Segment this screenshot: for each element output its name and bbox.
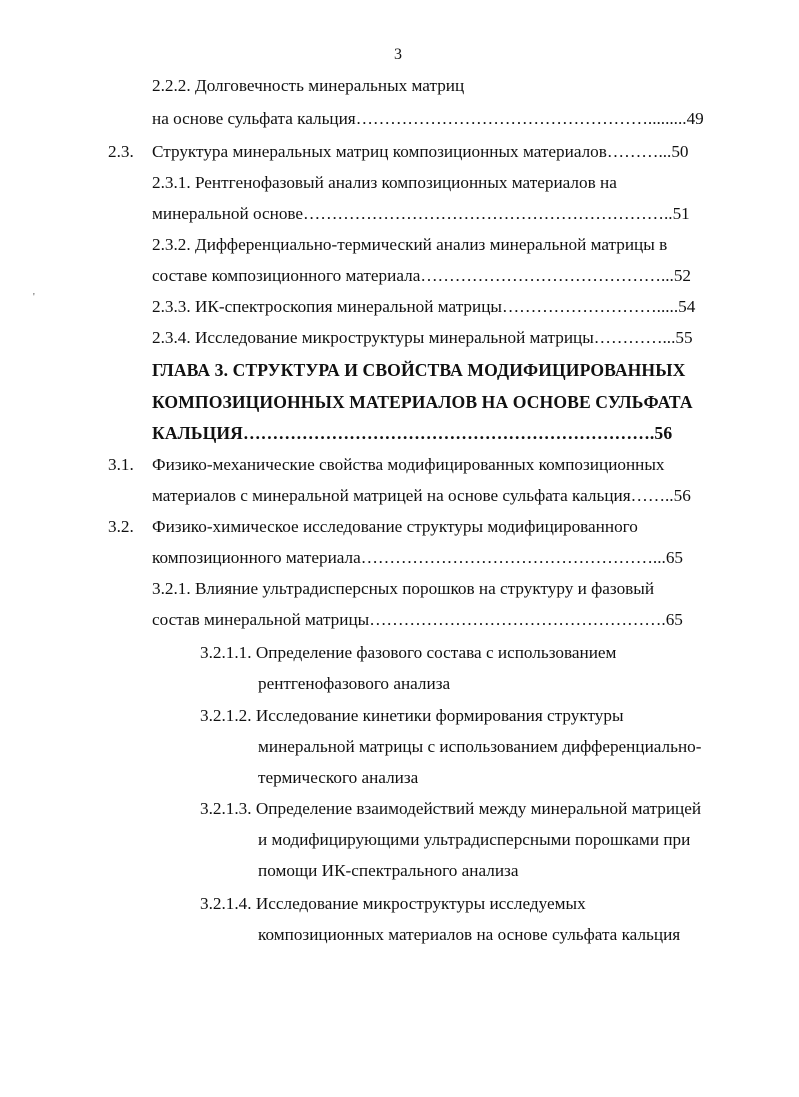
toc-number-2-3: 2.3. [108,142,134,161]
toc-entry-3-2-1-1: 3.2.1.1. Определение фазового состава с использованием [200,643,617,662]
toc-entry-3-2-1-2-cont-2: термического анализа [258,768,419,787]
toc-entry-3-2-1-1-cont: рентгенофазового анализа [258,674,451,693]
toc-entry-3-1: Физико-механические свойства модифицированных композиционных [152,455,665,474]
toc-entry-3-2-cont: композиционного материала……………………………………………...65 [152,548,684,567]
page-number: 3 [394,46,402,63]
toc-entry-3-2-1-2-cont-1: минеральной матрицы с использованием дифференциально- [258,737,702,756]
toc-entry-3-2-1-4-cont: композиционных материалов на основе сульфата кальция [258,925,681,944]
toc-entry-2-3-1: 2.3.1. Рентгенофазовый анализ композиционных материалов на [152,173,617,192]
toc-entry-2-3-4: 2.3.4. Исследование микроструктуры минеральной матрицы…………...55 [152,328,693,347]
toc-entry-2-2-2: 2.2.2. Долговечность минеральных матриц [152,76,465,95]
toc-entry-2-3-2: 2.3.2. Дифференциально-термический анализ минеральной матрицы в [152,235,668,254]
chapter-3-title-line-1: ГЛАВА 3. СТРУКТУРА И СВОЙСТВА МОДИФИЦИРОВАННЫХ [152,360,686,380]
toc-entry-2-3: Структура минеральных матриц композиционных материалов………...50 [152,142,689,161]
toc-entry-2-3-1-cont: минеральной основе………………………………………………………..51 [152,204,690,223]
chapter-3-title-line-2: КОМПОЗИЦИОННЫХ МАТЕРИАЛОВ НА ОСНОВЕ СУЛЬФАТА [152,392,693,412]
toc-entry-3-2-1-cont: состав минеральной матрицы…………………………………………….65 [152,610,683,629]
toc-entry-2-3-3: 2.3.3. ИК-спектроскопия минеральной матрицы……………………….....54 [152,297,696,316]
toc-number-3-2: 3.2. [108,517,134,536]
toc-entry-3-2-1-3-cont-2: помощи ИК-спектрального анализа [258,861,519,880]
chapter-3-title-line-3: КАЛЬЦИЯ…………………………………………………………….56 [152,423,673,443]
toc-entry-3-2-1-3-cont-1: и модифицирующими ультрадисперсными порошками при [258,830,691,849]
toc-entry-3-1-cont: материалов с минеральной матрицей на основе сульфата кальция……..56 [152,486,691,505]
toc-entry-3-2-1-2: 3.2.1.2. Исследование кинетики формирования структуры [200,706,624,725]
toc-entry-3-2-1-4: 3.2.1.4. Исследование микроструктуры исследуемых [200,894,586,913]
toc-entry-2-3-2-cont: составе композиционного материала……………………………………...52 [152,266,692,285]
toc-entry-3-2-1-3: 3.2.1.3. Определение взаимодействий между минеральной матрицей [200,799,702,818]
toc-entry-2-2-2-cont: на основе сульфата кальция…………………………………………….........49 [152,109,704,128]
toc-number-3-1: 3.1. [108,455,134,474]
toc-entry-3-2-1: 3.2.1. Влияние ультрадисперсных порошков на структуру и фазовый [152,579,655,598]
margin-mark: ' [33,292,35,303]
toc-entry-3-2: Физико-химическое исследование структуры модифицированного [152,517,638,536]
